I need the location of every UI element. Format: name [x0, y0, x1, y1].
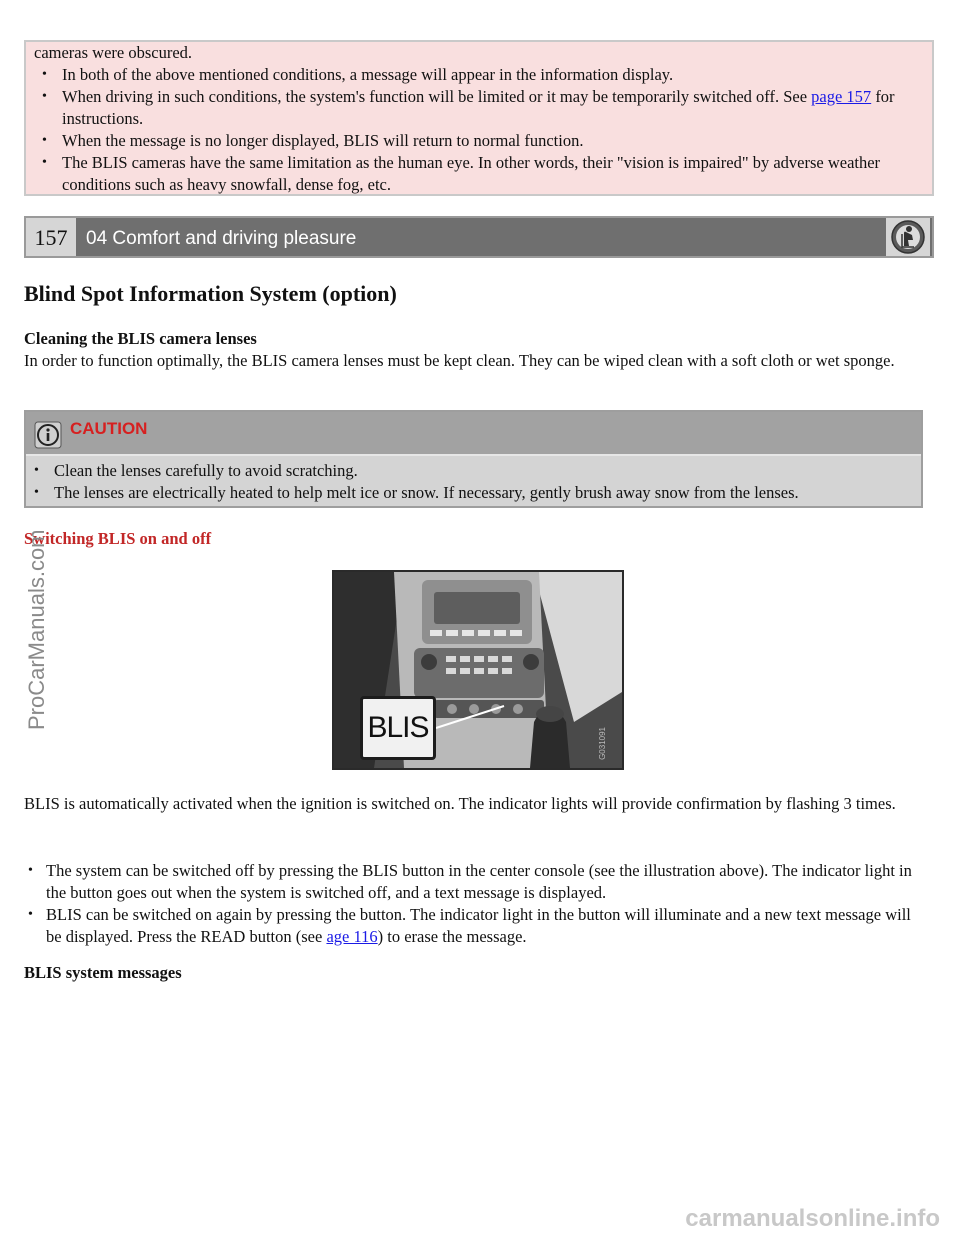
- list-item-text: ) to erase the message.: [377, 927, 527, 946]
- list-item: [34, 86, 924, 130]
- page-number: 157: [26, 218, 76, 256]
- switching-heading: Switching BLIS on and off: [24, 529, 212, 548]
- list-item: • In both of the above mentioned conditions, a message will appear in the information display.: [34, 64, 924, 86]
- list-item-text: for instructions.: [62, 87, 895, 128]
- section-title: Blind Spot Information System (option): [24, 281, 397, 306]
- caution-list: [26, 460, 921, 504]
- caution-box: [24, 410, 923, 508]
- switching-list: [24, 860, 924, 948]
- caution-header: [26, 412, 921, 456]
- warning-intro-text: cameras were obscured.: [34, 43, 193, 62]
- blis-button-callout: BLIS: [360, 696, 436, 760]
- list-item: • Clean the lenses carefully to avoid scratching.: [26, 460, 921, 482]
- warning-list: [34, 64, 924, 196]
- list-item: • The system can be switched off by pressing the BLIS button in the center console (see the illustration above). The indicator light in the button goes out when the system is switched off, and a text message is displayed.: [24, 860, 924, 904]
- page-157-link[interactable]: page 157: [811, 87, 872, 106]
- list-item-text: BLIS can be switched on again by pressing the button. The indicator light in the button will illuminate and a new text message will be displayed. Press the READ button (see: [46, 905, 911, 946]
- system-messages-heading: BLIS system messages: [24, 963, 182, 982]
- cleaning-paragraph: In order to function optimally, the BLIS camera lenses must be kept clean. They can be wiped clean with a soft cloth or wet sponge.: [24, 351, 895, 370]
- watermark-bottom: carmanualsonline.info: [685, 1205, 940, 1232]
- list-item: [24, 904, 924, 948]
- cleaning-heading: Cleaning the BLIS camera lenses: [24, 329, 257, 348]
- watermark-left: ProCarManuals.com: [24, 529, 49, 730]
- warning-continuation-box: [24, 40, 934, 196]
- list-item: • When the message is no longer displayed, BLIS will return to normal function.: [34, 130, 924, 152]
- seat-occupant-icon: [886, 218, 930, 256]
- center-console-illustration: [332, 570, 624, 770]
- illustration-code: G031091: [598, 727, 607, 760]
- info-icon: [34, 421, 62, 449]
- list-item: • The lenses are electrically heated to help melt ice or snow. If necessary, gently brush away snow from the lenses.: [26, 482, 921, 504]
- activation-paragraph: BLIS is automatically activated when the ignition is switched on. The indicator lights will provide confirmation by flashing 3 times.: [24, 794, 896, 813]
- page-116-link[interactable]: age 116: [326, 927, 378, 946]
- chapter-header-bar: [24, 216, 934, 258]
- list-item-text: When driving in such conditions, the system's function will be limited or it may be temporarily switched off. See: [62, 87, 812, 106]
- chapter-title: 04 Comfort and driving pleasure: [86, 228, 357, 249]
- list-item: • The BLIS cameras have the same limitation as the human eye. In other words, their "vision is impaired" by adverse weather conditions such as heavy snowfall, dense fog, etc.: [34, 152, 924, 196]
- caution-label: CAUTION: [70, 419, 148, 438]
